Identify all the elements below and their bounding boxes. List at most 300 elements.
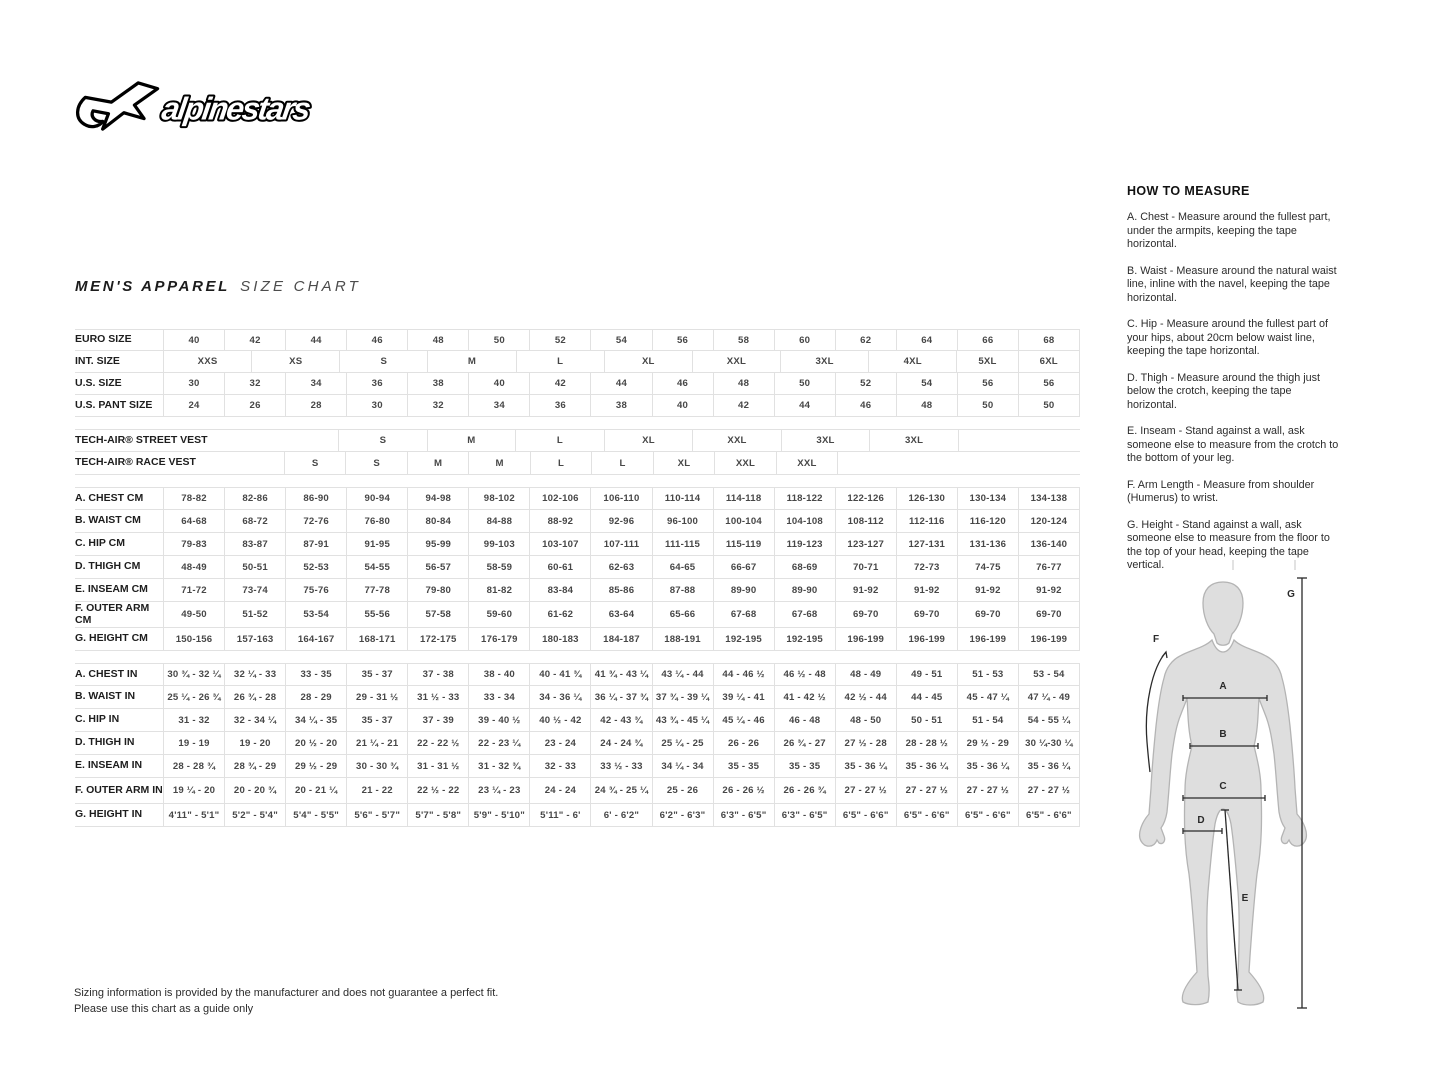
size-cell: 27 - 27 ½: [835, 778, 896, 803]
size-cell: 48: [896, 395, 957, 416]
size-cell: 3XL: [780, 351, 868, 372]
table-block-cm: [75, 487, 1080, 651]
size-table: [75, 329, 1080, 827]
size-cell: 22 - 22 ½: [407, 732, 468, 754]
row-cells: [163, 452, 1080, 474]
size-cell: XL: [604, 430, 693, 451]
size-cell: 176-179: [468, 628, 529, 650]
table-block-sizes: [75, 329, 1080, 417]
size-cell: 21 - 22: [346, 778, 407, 803]
size-cell: 76-77: [1018, 556, 1080, 578]
table-row: [75, 732, 1080, 755]
table-row: [75, 663, 1080, 686]
size-cell: 40: [163, 330, 224, 350]
size-cell: 48: [713, 373, 774, 394]
size-cell: 35 - 36 ¼: [896, 755, 957, 777]
size-cell: 46 - 48: [774, 709, 835, 731]
alpinestars-wordmark: alpinestars: [159, 90, 312, 127]
table-row: [75, 686, 1080, 709]
diagram-label-e: E: [1241, 893, 1249, 904]
size-cell: 67-68: [713, 602, 774, 627]
size-cell: 58: [713, 330, 774, 350]
size-cell: XL: [653, 452, 714, 474]
size-cell: 5'9" - 5'10": [468, 804, 529, 826]
size-cell: 33 - 35: [285, 664, 346, 685]
size-cell: 136-140: [1018, 533, 1080, 555]
row-cells: [163, 351, 1080, 372]
size-cell: 157-163: [224, 628, 285, 650]
size-cell: 69-70: [1018, 602, 1080, 627]
table-row: [75, 351, 1080, 373]
size-cell: 32 - 34 ¼: [224, 709, 285, 731]
row-label: F. OUTER ARM IN: [75, 783, 163, 796]
size-cell: 6'5" - 6'6": [896, 804, 957, 826]
size-cell: 68-69: [774, 556, 835, 578]
size-cell: 90-94: [346, 488, 407, 509]
alpinestars-logo: [72, 80, 324, 132]
row-label: C. HIP CM: [75, 537, 125, 550]
size-cell: 111-115: [652, 533, 713, 555]
size-cell: 69-70: [896, 602, 957, 627]
size-cell: 70-71: [835, 556, 896, 578]
size-cell: 102-106: [529, 488, 590, 509]
size-cell: 48 - 49: [835, 664, 896, 685]
size-cell: 48: [407, 330, 468, 350]
size-cell: 3XL: [869, 430, 959, 451]
diagram-label-f: F: [1152, 634, 1160, 645]
size-cell: 5'2" - 5'4": [224, 804, 285, 826]
size-cell: XXS: [163, 351, 251, 372]
size-cell: 20 - 20 ¾: [224, 778, 285, 803]
size-cell: 43 ¼ - 44: [652, 664, 713, 685]
size-cell: 23 - 24: [529, 732, 590, 754]
size-cell: M: [407, 452, 468, 474]
size-cell: 46: [652, 373, 713, 394]
size-cell: L: [591, 452, 652, 474]
size-cell: 42 - 43 ¾: [590, 709, 651, 731]
size-cell: 103-107: [529, 533, 590, 555]
size-cell: 4XL: [868, 351, 956, 372]
size-cell: 43 ¾ - 45 ¼: [652, 709, 713, 731]
size-cell: 94-98: [407, 488, 468, 509]
size-cell: 108-112: [835, 510, 896, 532]
row-cells: [163, 732, 1080, 754]
row-label: U.S. SIZE: [75, 376, 122, 389]
size-cell: 35 - 35: [774, 755, 835, 777]
size-cell: 64-65: [652, 556, 713, 578]
diagram-label-g: G: [1287, 589, 1295, 600]
size-cell: 5'7" - 5'8": [407, 804, 468, 826]
diagram-label-a: A: [1219, 681, 1227, 692]
measure-item-inseam: E. Inseam - Stand against a wall, ask someone else to measure from the crotch to the bottom of your leg.: [1127, 425, 1339, 464]
size-cell: 89-90: [713, 579, 774, 601]
size-cell: XXL: [692, 430, 781, 451]
size-cell: 44: [774, 395, 835, 416]
size-cell: 26 - 26 ¾: [774, 778, 835, 803]
size-cell: 36 ¼ - 37 ¾: [590, 686, 651, 708]
size-cell: 5XL: [956, 351, 1017, 372]
size-cell: 61-62: [529, 602, 590, 627]
size-cell: 32: [224, 373, 285, 394]
table-row: [75, 709, 1080, 732]
size-cell: 52-53: [285, 556, 346, 578]
size-cell: 130-134: [957, 488, 1018, 509]
size-cell: 172-175: [407, 628, 468, 650]
size-cell: L: [515, 430, 604, 451]
size-cell: 27 - 27 ½: [1018, 778, 1080, 803]
size-cell: 5'6" - 5'7": [346, 804, 407, 826]
size-cell: 150-156: [163, 628, 224, 650]
size-cell: 30 ¼-30 ¼: [1018, 732, 1080, 754]
row-cells: [163, 709, 1080, 731]
diagram-label-d: D: [1197, 815, 1205, 826]
row-label: A. CHEST CM: [75, 491, 144, 504]
size-cell: 192-195: [774, 628, 835, 650]
size-cell: 29 - 31 ½: [346, 686, 407, 708]
size-cell: 60-61: [529, 556, 590, 578]
size-cell: 36: [346, 373, 407, 394]
size-cell: 27 - 27 ½: [896, 778, 957, 803]
table-row: [75, 755, 1080, 778]
size-cell: 79-80: [407, 579, 468, 601]
size-cell: 66-67: [713, 556, 774, 578]
row-cells: [163, 804, 1080, 826]
size-cell: M: [468, 452, 529, 474]
size-cell: 184-187: [590, 628, 651, 650]
size-cell: 62: [835, 330, 896, 350]
size-cell: 119-123: [774, 533, 835, 555]
size-cell: 40: [468, 373, 529, 394]
row-label: G. HEIGHT CM: [75, 632, 148, 645]
size-cell: XXL: [714, 452, 775, 474]
row-label: D. THIGH IN: [75, 736, 135, 749]
body-diagram: [1128, 556, 1328, 1028]
size-cell: 168-171: [346, 628, 407, 650]
size-cell: 40 ½ - 42: [529, 709, 590, 731]
size-cell: L: [516, 351, 604, 372]
size-cell: 59-60: [468, 602, 529, 627]
size-cell: 50: [468, 330, 529, 350]
row-label: TECH-AIR® STREET VEST: [75, 433, 208, 446]
size-cell: 74-75: [957, 556, 1018, 578]
measure-item-thigh: D. Thigh - Measure around the thigh just below the crotch, keeping the tape horizontal.: [1127, 371, 1321, 411]
size-cell: 31 ½ - 33: [407, 686, 468, 708]
size-cell: 89-90: [774, 579, 835, 601]
row-cells: [163, 664, 1080, 685]
table-row: [75, 510, 1080, 533]
size-cell: 33 - 34: [468, 686, 529, 708]
size-cell: 5'11" - 6': [529, 804, 590, 826]
table-block-in: [75, 663, 1080, 827]
size-cell: 31 - 32 ¾: [468, 755, 529, 777]
size-cell: 50: [774, 373, 835, 394]
size-cell: 56: [1018, 373, 1080, 394]
row-cells: [163, 373, 1080, 394]
size-cell: 104-108: [774, 510, 835, 532]
size-cell: 26 - 26 ½: [713, 778, 774, 803]
size-cell: 28: [285, 395, 346, 416]
size-cell: 114-118: [713, 488, 774, 509]
size-cell: 25 ¼ - 26 ¾: [163, 686, 224, 708]
table-row: [75, 628, 1080, 651]
size-cell: 46: [346, 330, 407, 350]
size-cell: S: [345, 452, 406, 474]
row-label: G. HEIGHT IN: [75, 808, 143, 821]
alpinestars-star-icon: [78, 83, 158, 129]
size-cell: 29 ½ - 29: [957, 732, 1018, 754]
table-row: [75, 329, 1080, 351]
size-cell: 192-195: [713, 628, 774, 650]
size-cell: 91-92: [957, 579, 1018, 601]
size-cell: 35 - 36 ¼: [1018, 755, 1080, 777]
page-title-sub: SIZE CHART: [240, 278, 361, 295]
size-cell: 27 ½ - 28: [835, 732, 896, 754]
row-cells: [163, 755, 1080, 777]
size-cell: 122-126: [835, 488, 896, 509]
size-cell: 39 ¼ - 41: [713, 686, 774, 708]
measure-item-height: G. Height - Stand against a wall, ask someone else to measure from the floor to the top of your head, keeping the tape vertical.: [1127, 518, 1330, 571]
size-cell: 6'3" - 6'5": [713, 804, 774, 826]
row-label: EURO SIZE: [75, 333, 132, 346]
size-cell: 87-91: [285, 533, 346, 555]
size-cell: 41 - 42 ½: [774, 686, 835, 708]
row-cells: [163, 430, 1080, 451]
size-cell: 30: [346, 395, 407, 416]
size-cell: 30: [163, 373, 224, 394]
size-cell: 48 - 50: [835, 709, 896, 731]
silhouette-body: [1140, 640, 1307, 1005]
size-cell: S: [284, 452, 345, 474]
row-cells: [163, 628, 1080, 650]
page-title-main: MEN'S APPAREL: [75, 278, 230, 295]
size-cell: 5'4" - 5'5": [285, 804, 346, 826]
size-cell: 65-66: [652, 602, 713, 627]
size-cell: 196-199: [896, 628, 957, 650]
size-cell: 84-88: [468, 510, 529, 532]
size-cell: 6'3" - 6'5": [774, 804, 835, 826]
size-cell: 95-99: [407, 533, 468, 555]
size-cell: 37 - 39: [407, 709, 468, 731]
size-cell: 28 - 29: [285, 686, 346, 708]
size-cell: XXL: [776, 452, 838, 474]
size-cell: 6'2" - 6'3": [652, 804, 713, 826]
size-cell: 91-92: [896, 579, 957, 601]
table-block-tech-air: [75, 429, 1080, 475]
size-cell: 188-191: [652, 628, 713, 650]
size-cell: 83-87: [224, 533, 285, 555]
row-cells: [163, 533, 1080, 555]
body-silhouette: [1140, 582, 1307, 1005]
table-row: [75, 395, 1080, 417]
size-cell: 6'5" - 6'6": [835, 804, 896, 826]
size-cell: M: [427, 351, 515, 372]
size-cell: 64: [896, 330, 957, 350]
size-cell: 54: [896, 373, 957, 394]
row-cells: [163, 488, 1080, 509]
row-label: E. INSEAM IN: [75, 759, 143, 772]
table-row: [75, 804, 1080, 827]
size-cell: 106-110: [590, 488, 651, 509]
size-cell: 107-111: [590, 533, 651, 555]
size-cell: 88-92: [529, 510, 590, 532]
size-cell: 29 ½ - 29: [285, 755, 346, 777]
size-cell: M: [427, 430, 516, 451]
size-cell: 98-102: [468, 488, 529, 509]
size-cell: 35 - 37: [346, 664, 407, 685]
size-cell: 28 - 28 ½: [896, 732, 957, 754]
size-cell: 42: [713, 395, 774, 416]
size-cell: 35 - 35: [713, 755, 774, 777]
size-cell: 20 ½ - 20: [285, 732, 346, 754]
size-cell: 39 - 40 ½: [468, 709, 529, 731]
size-cell: 100-104: [713, 510, 774, 532]
row-label: INT. SIZE: [75, 354, 120, 367]
size-cell: 50: [1018, 395, 1080, 416]
size-cell: 92-96: [590, 510, 651, 532]
size-cell: 75-76: [285, 579, 346, 601]
page-title: [75, 278, 361, 295]
size-cell: 40: [652, 395, 713, 416]
size-cell: 26 - 26: [713, 732, 774, 754]
size-cell: 131-136: [957, 533, 1018, 555]
size-cell: 58-59: [468, 556, 529, 578]
size-cell: 87-88: [652, 579, 713, 601]
size-cell: 6'5" - 6'6": [1018, 804, 1080, 826]
size-cell: 72-76: [285, 510, 346, 532]
size-cell: 86-90: [285, 488, 346, 509]
size-cell: 53-54: [285, 602, 346, 627]
size-cell: 68-72: [224, 510, 285, 532]
row-label: TECH-AIR® RACE VEST: [75, 456, 196, 469]
row-cells: [163, 395, 1080, 416]
footer-line-2: Please use this chart as a guide only: [74, 1003, 254, 1015]
row-label: B. WAIST CM: [75, 514, 141, 527]
table-row: [75, 373, 1080, 395]
size-cell: 62-63: [590, 556, 651, 578]
diagram-label-c: C: [1219, 781, 1227, 792]
size-cell: 78-82: [163, 488, 224, 509]
size-cell: 85-86: [590, 579, 651, 601]
size-cell: 52: [835, 373, 896, 394]
size-cell: 42 ½ - 44: [835, 686, 896, 708]
size-cell: 22 ½ - 22: [407, 778, 468, 803]
size-cell: 19 - 20: [224, 732, 285, 754]
size-cell: 4'11" - 5'1": [163, 804, 224, 826]
size-cell: 45 - 47 ¼: [957, 686, 1018, 708]
size-cell: 53 - 54: [1018, 664, 1080, 685]
row-label: D. THIGH CM: [75, 560, 141, 573]
size-cell: 44 - 45: [896, 686, 957, 708]
row-label: C. HIP IN: [75, 713, 120, 726]
size-cell: 76-80: [346, 510, 407, 532]
size-cell: 37 - 38: [407, 664, 468, 685]
row-label: E. INSEAM CM: [75, 583, 148, 596]
size-cell: 24 - 24 ¾: [590, 732, 651, 754]
size-cell: 49-50: [163, 602, 224, 627]
size-cell: 24: [163, 395, 224, 416]
table-row: [75, 429, 1080, 452]
size-cell: 51 - 53: [957, 664, 1018, 685]
size-cell: 127-131: [896, 533, 957, 555]
size-cell: 54 - 55 ¼: [1018, 709, 1080, 731]
size-cell: 123-127: [835, 533, 896, 555]
size-cell: XXL: [692, 351, 780, 372]
size-cell: L: [530, 452, 591, 474]
table-row: [75, 452, 1080, 475]
size-cell: 164-167: [285, 628, 346, 650]
size-cell: 196-199: [957, 628, 1018, 650]
measure-item-hip: C. Hip - Measure around the fullest part of your hips, about 20cm below waist line, keeping the tape horizontal.: [1127, 318, 1329, 357]
size-cell: 34 - 36 ¼: [529, 686, 590, 708]
size-cell: 52: [529, 330, 590, 350]
size-cell: 44: [285, 330, 346, 350]
size-cell: 30 ¾ - 32 ¼: [163, 664, 224, 685]
table-row: [75, 556, 1080, 579]
size-cell: 64-68: [163, 510, 224, 532]
size-cell: 180-183: [529, 628, 590, 650]
size-cell: 116-120: [957, 510, 1018, 532]
size-cell: 81-82: [468, 579, 529, 601]
size-cell: 26: [224, 395, 285, 416]
row-label: F. OUTER ARM CM: [75, 602, 150, 626]
size-cell: 83-84: [529, 579, 590, 601]
measure-item-chest: A. Chest - Measure around the fullest part, under the armpits, keeping the tape horizontal.: [1127, 211, 1331, 250]
size-cell: S: [338, 430, 427, 451]
table-row: [75, 487, 1080, 510]
size-cell: 66: [957, 330, 1018, 350]
table-row: [75, 533, 1080, 556]
size-cell: 20 - 21 ¼: [285, 778, 346, 803]
size-cell: 54-55: [346, 556, 407, 578]
size-cell: 120-124: [1018, 510, 1080, 532]
size-cell: 46 ½ - 48: [774, 664, 835, 685]
size-cell: 38 - 40: [468, 664, 529, 685]
size-cell: 24 - 24: [529, 778, 590, 803]
size-cell: 6'5" - 6'6": [957, 804, 1018, 826]
measure-item-waist: B. Waist - Measure around the natural waist line, inline with the navel, keeping the tape horizontal.: [1127, 264, 1337, 304]
diagram-label-b: B: [1219, 729, 1227, 740]
how-to-measure: [1127, 184, 1343, 586]
size-cell: 6XL: [1018, 351, 1080, 372]
footer-line-1: Sizing information is provided by the manufacturer and does not guarantee a perfect fit.: [74, 987, 499, 999]
row-cells: [163, 330, 1080, 350]
size-cell: 21 ¼ - 21: [346, 732, 407, 754]
size-cell: 3XL: [781, 430, 870, 451]
row-label: A. CHEST IN: [75, 667, 138, 680]
size-cell: 34: [285, 373, 346, 394]
size-cell: S: [339, 351, 427, 372]
size-cell: 67-68: [774, 602, 835, 627]
size-cell: 22 - 23 ¼: [468, 732, 529, 754]
size-cell: 91-92: [1018, 579, 1080, 601]
size-cell: 69-70: [835, 602, 896, 627]
size-cell: 57-58: [407, 602, 468, 627]
size-cell: 42: [529, 373, 590, 394]
size-cell: 80-84: [407, 510, 468, 532]
size-cell: 68: [1018, 330, 1080, 350]
size-cell: 196-199: [835, 628, 896, 650]
size-cell: 37 ¾ - 39 ¼: [652, 686, 713, 708]
size-cell: 27 - 27 ½: [957, 778, 1018, 803]
how-to-measure-title: HOW TO MEASURE: [1127, 184, 1250, 198]
size-cell: 49 - 51: [896, 664, 957, 685]
size-cell: 35 - 36 ¼: [957, 755, 1018, 777]
size-cell: 38: [590, 395, 651, 416]
size-cell: 6' - 6'2": [590, 804, 651, 826]
cell-spacer: [959, 430, 1080, 451]
size-cell: 46: [835, 395, 896, 416]
size-cell: 34: [468, 395, 529, 416]
